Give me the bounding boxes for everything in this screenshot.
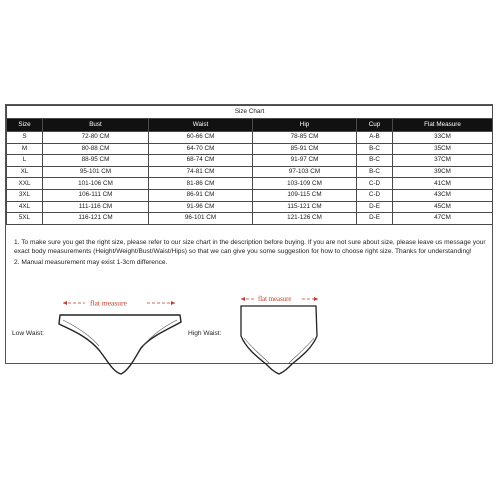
bust-cell: 80-88 CM — [43, 143, 149, 155]
note-measurement-difference: 2. Manual measurement may exist 1-3cm difference. — [14, 259, 168, 267]
flat-measure-cell: 33CM — [393, 132, 493, 144]
table-header-row — [7, 119, 493, 132]
bust-cell: 106-111 CM — [43, 189, 149, 201]
cup-cell: A-B — [357, 132, 393, 144]
cup-cell: D-E — [357, 213, 393, 225]
flat-measure-cell: 45CM — [393, 201, 493, 213]
size-notes — [14, 239, 488, 271]
waist-cell: 86-91 CM — [149, 189, 253, 201]
cup-cell: C-D — [357, 189, 393, 201]
high-waist-flat-measure-label: flat measure — [258, 296, 292, 303]
size-cell: 5XL — [7, 213, 43, 225]
flat-measure-cell: 47CM — [393, 213, 493, 225]
column-header-size: Size — [7, 119, 43, 132]
high-waist-label: High Waist: — [188, 330, 222, 337]
column-header-hip: Hip — [253, 119, 357, 132]
table-row — [7, 155, 493, 167]
waist-cell: 60-66 CM — [149, 132, 253, 144]
size-cell: M — [7, 143, 43, 155]
table-row — [7, 189, 493, 201]
high-waist-brief-diagram — [236, 288, 346, 378]
waist-cell: 74-81 CM — [149, 166, 253, 178]
flat-measure-cell: 41CM — [393, 178, 493, 190]
size-chart-title: Size Chart — [7, 106, 493, 119]
waist-cell: 96-101 CM — [149, 213, 253, 225]
bust-cell: 111-116 CM — [43, 201, 149, 213]
table-row — [7, 143, 493, 155]
size-cell: XXL — [7, 178, 43, 190]
low-waist-label: Low Waist: — [12, 330, 44, 337]
size-cell: S — [7, 132, 43, 144]
column-header-flat-measure: Flat Measure — [393, 119, 493, 132]
waist-cell: 68-74 CM — [149, 155, 253, 167]
flat-measure-cell: 43CM — [393, 189, 493, 201]
flat-measure-cell: 37CM — [393, 155, 493, 167]
size-chart-table — [6, 105, 493, 225]
cup-cell: D-E — [357, 201, 393, 213]
hip-cell: 78-85 CM — [253, 132, 357, 144]
bust-cell: 101-106 CM — [43, 178, 149, 190]
bust-cell: 72-80 CM — [43, 132, 149, 144]
table-row — [7, 132, 493, 144]
low-waist-flat-measure-label: flat measure — [90, 298, 127, 308]
cup-cell: B-C — [357, 143, 393, 155]
column-header-cup: Cup — [357, 119, 393, 132]
hip-cell: 109-115 CM — [253, 189, 357, 201]
column-header-bust: Bust — [43, 119, 149, 132]
size-cell: XL — [7, 166, 43, 178]
hip-cell: 91-97 CM — [253, 155, 357, 167]
bust-cell: 116-121 CM — [43, 213, 149, 225]
flat-measure-cell: 39CM — [393, 166, 493, 178]
table-row — [7, 178, 493, 190]
cup-cell: C-D — [357, 178, 393, 190]
table-row — [7, 201, 493, 213]
bust-cell: 95-101 CM — [43, 166, 149, 178]
flat-measure-cell: 35CM — [393, 143, 493, 155]
size-cell: 4XL — [7, 201, 43, 213]
column-header-waist: Waist — [149, 119, 253, 132]
hip-cell: 115-121 CM — [253, 201, 357, 213]
hip-cell: 103-109 CM — [253, 178, 357, 190]
size-cell: L — [7, 155, 43, 167]
cup-cell: B-C — [357, 155, 393, 167]
waist-cell: 64-70 CM — [149, 143, 253, 155]
table-row — [7, 213, 493, 225]
hip-cell: 85-91 CM — [253, 143, 357, 155]
waist-cell: 91-96 CM — [149, 201, 253, 213]
bust-cell: 88-95 CM — [43, 155, 149, 167]
low-waist-brief-diagram — [55, 290, 185, 380]
size-cell: 3XL — [7, 189, 43, 201]
note-body-measurements: 1. To make sure you get the right size, please refer to our size chart in the description before buying. If you are not sure about size, please leave us message your exact body measurements (Height/Weight/Bust/Waist/Hips) so that we can give you some suggestion for how to choose right size. Thanks for understanding! — [14, 239, 486, 255]
cup-cell: B-C — [357, 166, 393, 178]
table-row — [7, 166, 493, 178]
waist-cell: 81-86 CM — [149, 178, 253, 190]
hip-cell: 121-126 CM — [253, 213, 357, 225]
hip-cell: 97-103 CM — [253, 166, 357, 178]
